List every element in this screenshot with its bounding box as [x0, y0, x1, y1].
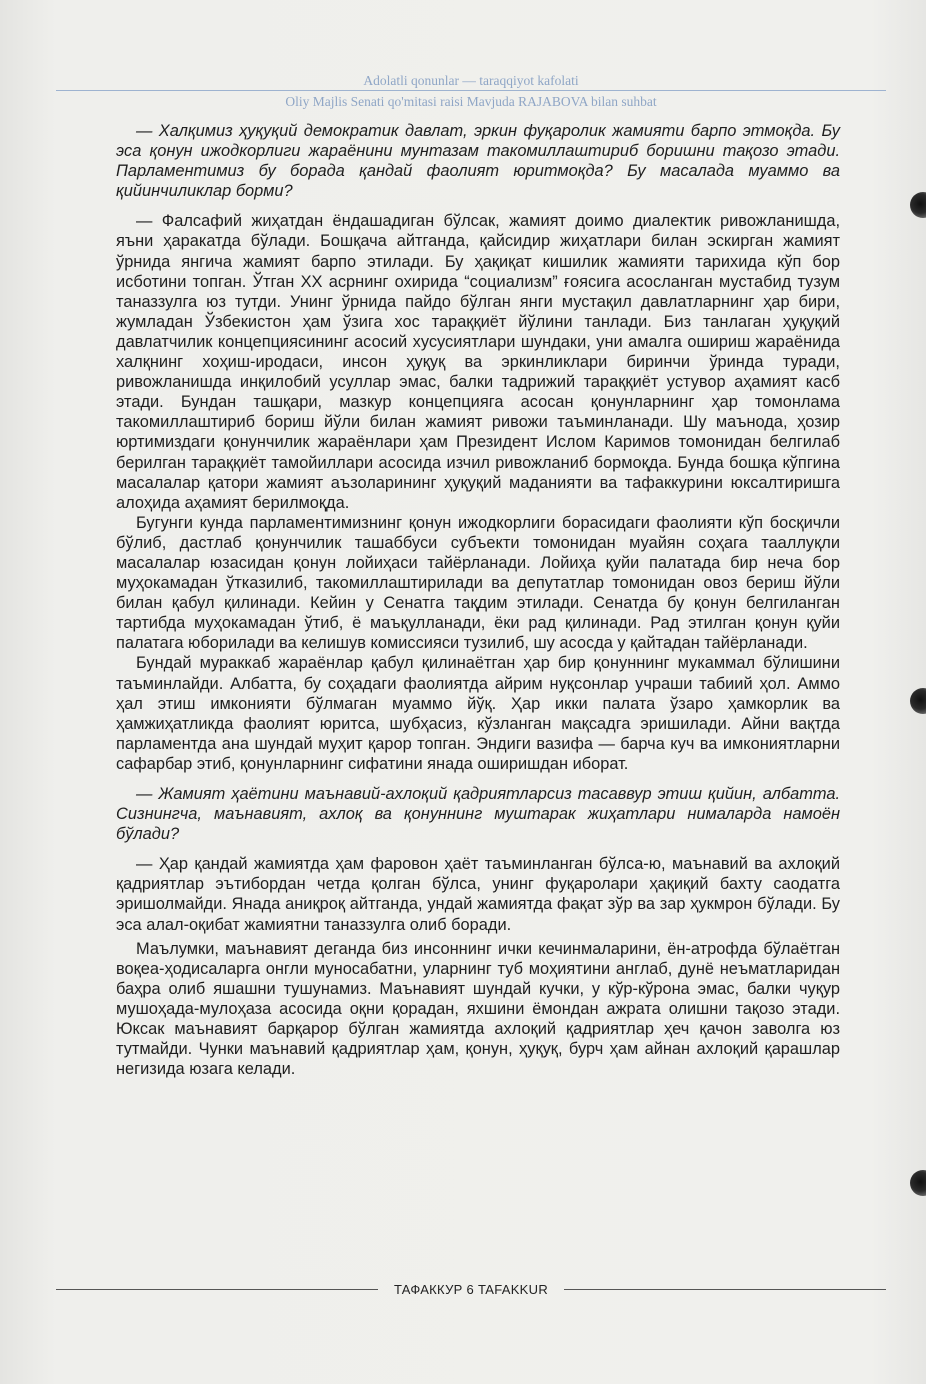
footer-label: ТАФАККУР 6 TAFAKKUR	[393, 1281, 549, 1297]
question-paragraph: — Жамият ҳаётини маънавий-ахлоқий қадриятларсиз тасаввур этиш қийин, албатта. Сизнингча, маънавият, ахлоқ ва қонуннинг муштарак жиҳатлари нималарда намоён бўлади?	[116, 785, 840, 844]
question-paragraph: — Халқимиз ҳуқуқий демократик давлат, эркин фуқаролик жамияти барпо этмоқда. Бу эса қонун ижодкорлиги жараёнини мунтазам такомиллаштириб боришни тақозо этади. Парламентимиз бу борада қандай фаолият юритмоқда? Бу масалада муаммо ва қийинчиликлар борми?	[116, 122, 840, 201]
footer-rule-right	[564, 1289, 886, 1290]
binder-hole	[910, 192, 926, 218]
page-footer	[56, 1279, 886, 1299]
answer-paragraph: Маълумки, маънавият деганда биз инсоннинг ички кечинмаларини, ён-атрофда бўлаётган воқеа-ҳодисаларга онгли муносабатни, уларнинг туб моҳиятини англаб, дунё неъматларидан баҳра олиб яшашни тушунамиз. Маънавият шундай кучки, у кўр-кўрона эмас, балки чуқур мушоҳада-мулоҳаза асосида оқни қорадан, яхшини ёмондан ажрата олишни тақозо этади. Юксак маънавият барқарор бўлган жамиятда ахлоқий қадриятлар ҳеч қачон заволга юз тутмайди. Чунки маънавий қадриятлар ҳам, қонун, ҳуқуқ, бурч ҳам айнан ахлоқий қарашлар негизида юзага келади.	[116, 939, 840, 1079]
answer-paragraph: — Фалсафий жиҳатдан ёндашадиган бўлсак, жамият доимо диалектик ривожланишда, яъни ҳаракатда бўлади. Бошқача айтганда, қайсидир жиҳатлари билан эскирган жамият ўрнида янгича жамият барпо этилади. Бу ҳақиқат кишилик жамияти тарихида кўп бор исботини топган. Ўтган XX асрнинг охирида “социализм” ғоясига асосланган мустабид тузум таназзулга юз тутди. Унинг ўрнида пайдо бўлган янги мустақил давлатларнинг ҳар бири, жумладан Ўзбекистон ҳам ўзига хос тараққиёт йўлини танлади. Биз танлаган ҳуқуқий давлатчилик концепциясининг асосий хусусиятлари шундаки, уни амалга ошириш жараёнида халқнинг хоҳиш-иродаси, инсон ҳуқуқ ва эркинликлари биринчи ўринда туради, ривожланишда инқилобий усуллар эмас, балки тадрижий тараққиёт устувор аҳамият касб этади. Бундан ташқари, мазкур концепцияга асосан қонунларнинг ҳар томонлама такомиллаштириб бориш йўли билан жамият ривожи таъминланади. Шу маънода, ҳозир юртимиздаги қонунчилик жараёнлари ҳам Президент Ислом Каримов томонидан белгилаб берилган тараққиёт тамойиллари асосида изчил ривожланиб бормоқда. Бунда бошқа кўпгина масалалар қатори жамият аъзоларининг ҳуқуқий маданияти ва тафаккурини юксалтиришга алоҳида аҳамият берилмоқда.	[116, 212, 840, 512]
binder-hole	[910, 1170, 926, 1196]
answer-paragraph: — Ҳар қандай жамиятда ҳам фаровон ҳаёт таъминланган бўлса-ю, маънавий ва ахлоқий қадриятлар эътибордан четда қолган бўлса, унинг фуқаролари ҳақиқий бахту саодатга эришолмайди. Янада аниқроқ айтганда, ундай жамиятда фақат зўр ва зар ҳукмрон бўлади. Бу эса алал-оқибат жамиятни таназзулга олиб боради.	[116, 855, 840, 934]
header-rule	[56, 90, 886, 91]
running-header	[56, 72, 886, 110]
footer-rule-left	[56, 1289, 378, 1290]
answer-paragraph: Бундай мураккаб жараёнлар қабул қилинаётган ҳар бир қонуннинг мукаммал бўлишини таъминлайди. Албатта, бу соҳадаги фаолиятда айрим нуқсонлар учраши табиий ҳол. Аммо ҳал этиш имконияти бўлмаган муаммо йўқ. Ҳар икки палата ўзаро ҳамкорлик ва ҳамжиҳатликда фаолият юритса, шубҳасиз, кўзланган мақсадга эришилади. Айни вақтда парламентда ана шундай муҳит қарор топган. Эндиги вазифа — барча куч ва имкониятларни сафарбар этиб, қонунларнинг сифатини янада оширишдан иборат.	[116, 654, 840, 773]
header-title: Adolatli qonunlar — taraqqiyot kafolati	[363, 73, 579, 88]
binder-hole	[910, 688, 926, 714]
header-subtitle: Oliy Majlis Senati qo'mitasi raisi Mavjuda RAJABOVA bilan suhbat	[285, 94, 657, 109]
article-body	[116, 121, 840, 1079]
answer-paragraph: Бугунги кунда парламентимизнинг қонун ижодкорлиги борасидаги фаолияти кўп босқичли бўлиб, дастлаб қонунчилик ташаббуси субъекти томонидан муайян соҳага тааллуқли масалалар юзасидан қонун лойиҳаси тайёрланади. Лойиҳа қуйи палатада бир неча бор муҳокамадан ўтказилиб, такомиллаштирилади ва депутатлар томонидан овоз бериш йўли билан қабул қилинади. Кейин у Сенатга тақдим этилади. Сенатда бу қонун белгиланган тартибда муҳокамадан ўтиб, ё маъқулланади, ёки рад қилинади. Рад этилган қонун қуйи палатага юборилади ва келишув комиссияси тузилиб, шу асосда у қайтадан тайёрланади.	[116, 513, 840, 653]
